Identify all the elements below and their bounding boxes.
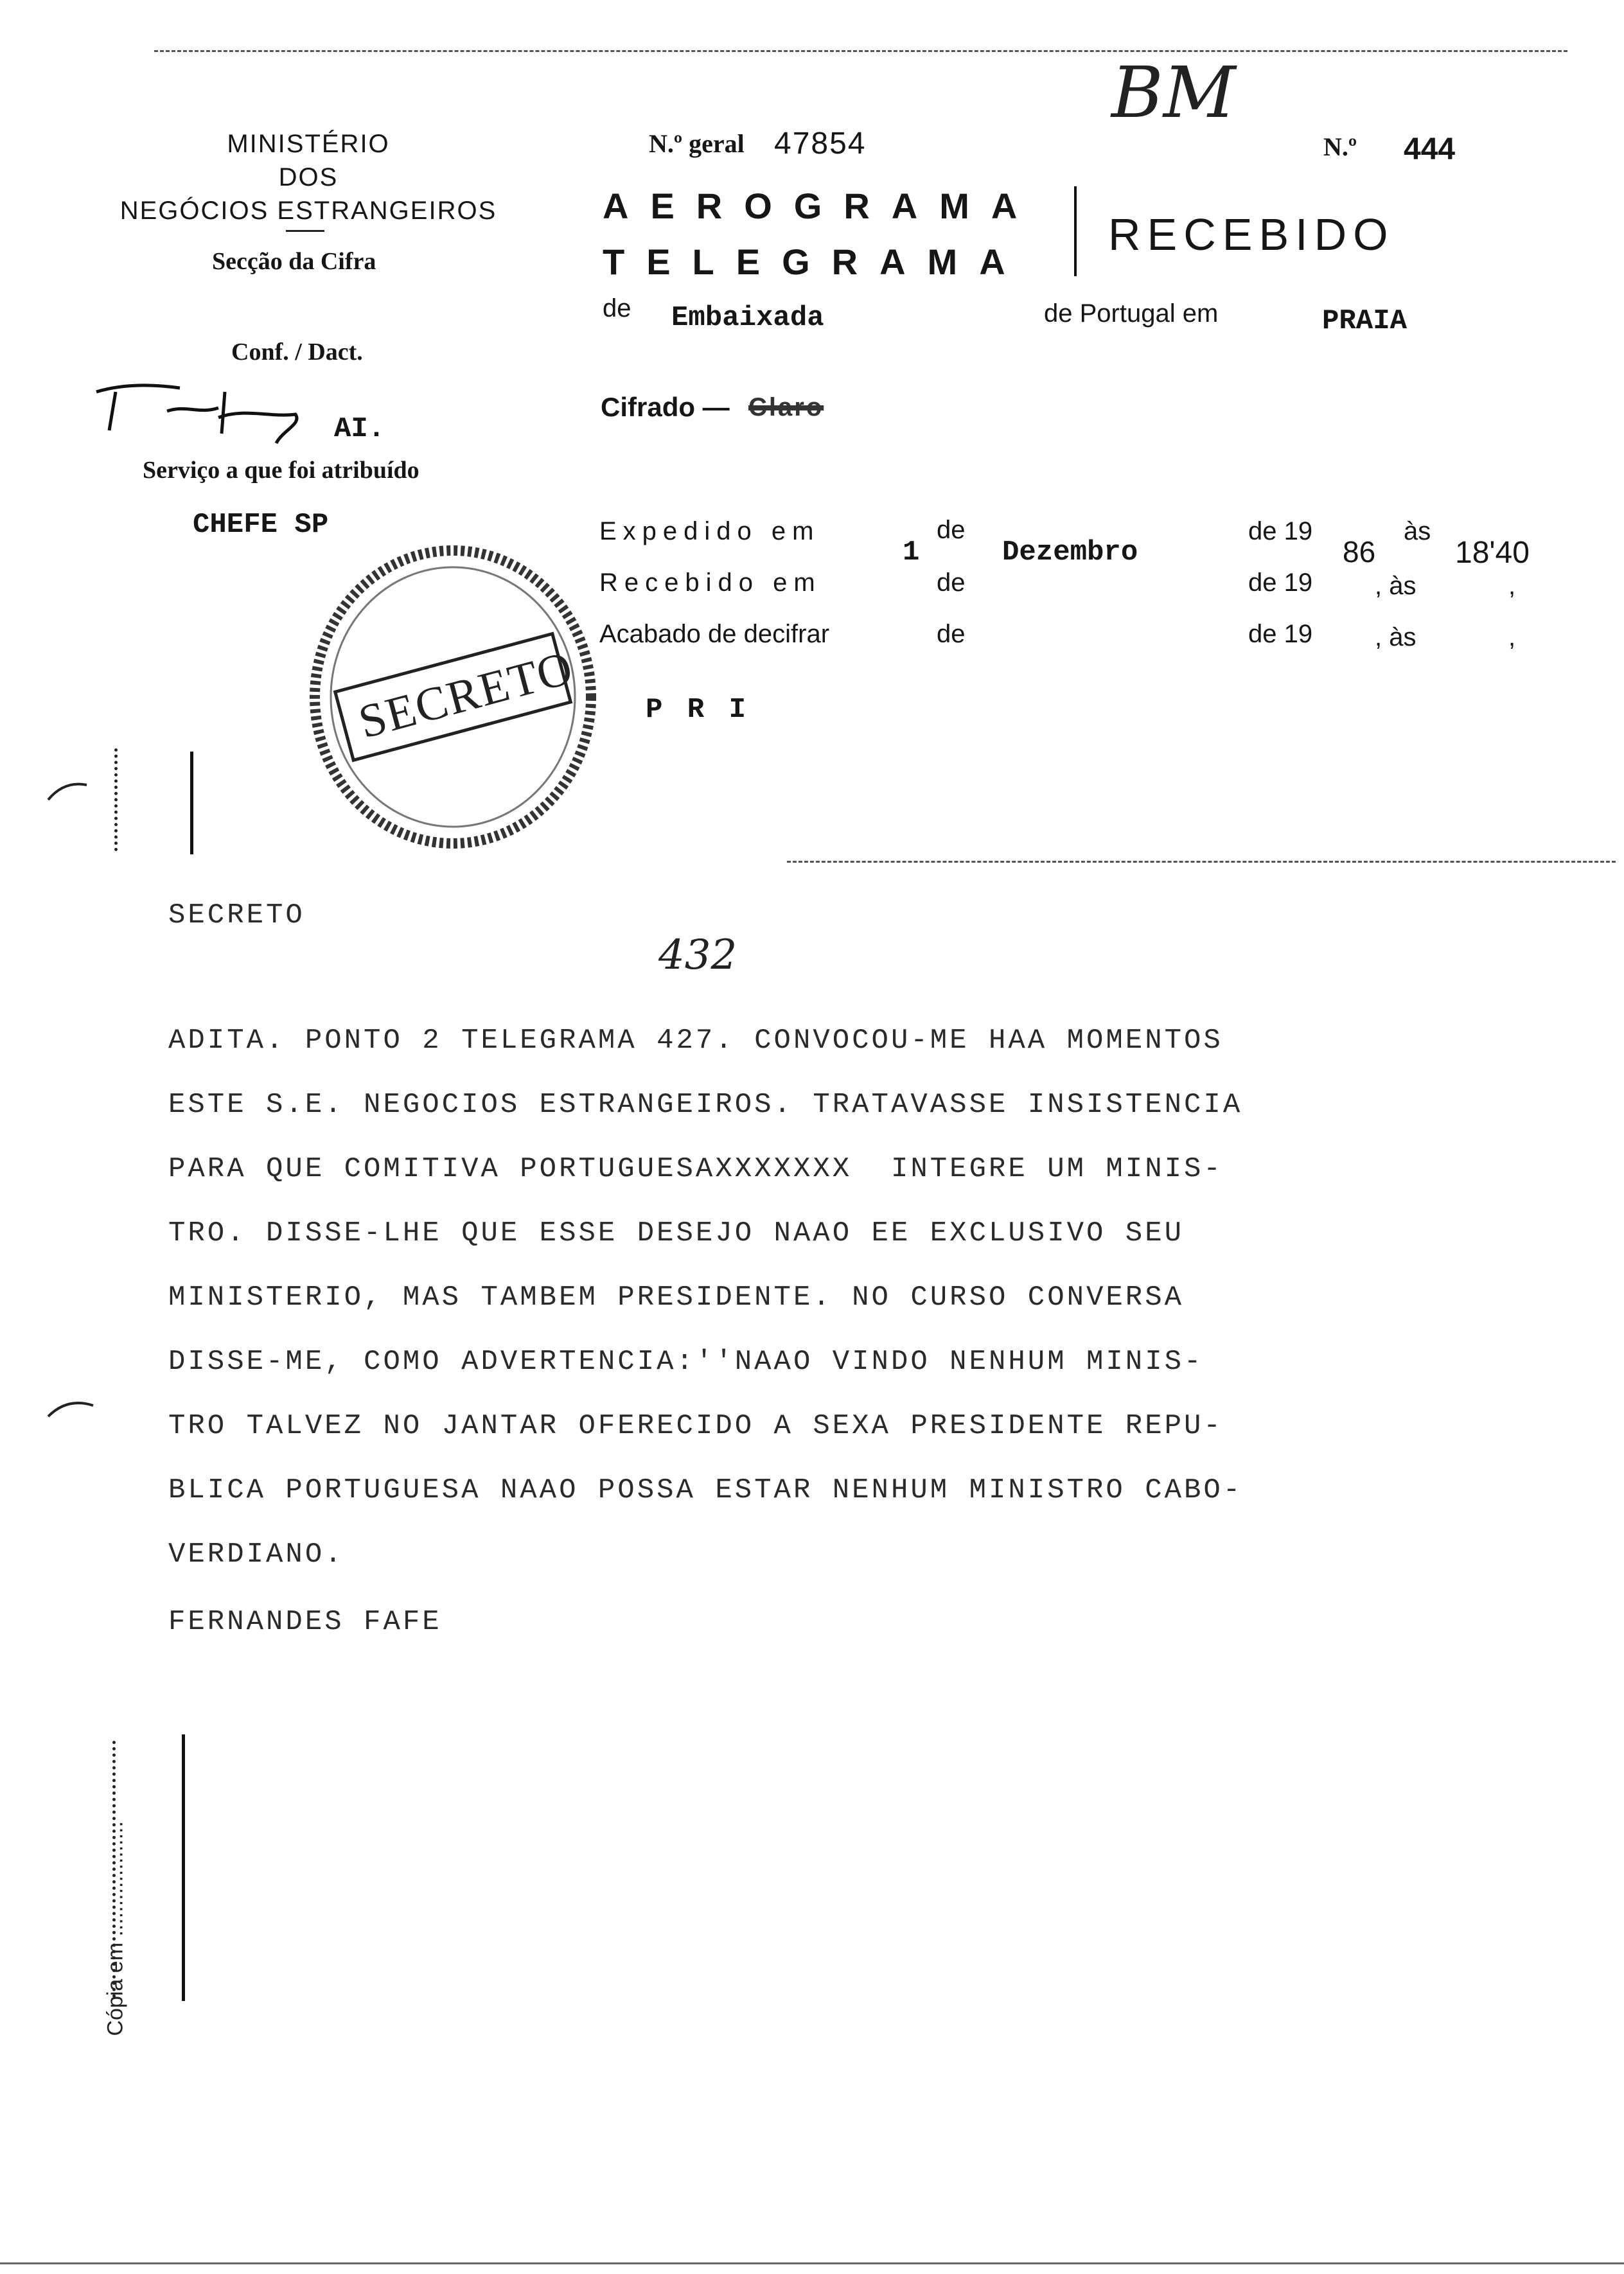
expedido-year: 86 [1343, 535, 1376, 568]
title-brace [1074, 186, 1082, 276]
cifrado-struck: Claro [748, 393, 824, 421]
ministry-header [96, 127, 520, 227]
stamp-text: SECRETO [353, 641, 579, 749]
upper-solid-rule [190, 752, 193, 854]
margin-mark-2 [45, 1394, 96, 1420]
section-label: Secção da Cifra [212, 248, 376, 275]
initials-ai: AI. [334, 413, 385, 445]
expedido-label: Expedido em [599, 517, 820, 545]
expedido-as: às [1404, 517, 1431, 545]
body-line-6: DISSE-ME, COMO ADVERTENCIA:''NAAO VINDO NENHUM MINIS- [168, 1346, 1204, 1378]
ministry-underline [286, 230, 324, 232]
service-label: Serviço a que foi atribuído [143, 457, 419, 484]
recebido-de: de [937, 568, 966, 597]
handwritten-reference: 432 [658, 931, 737, 979]
margin-mark-1 [45, 777, 90, 803]
expedido-de: de [937, 516, 966, 544]
acabado-label: Acabado de decifrar [599, 620, 830, 648]
lower-solid-rule [182, 1734, 185, 2001]
origin-value: Embaixada [671, 302, 824, 334]
telegrama-title: TELEGRAMA [603, 242, 1027, 282]
conf-dact-label: Conf. / Dact. [231, 339, 363, 366]
handwritten-initials: BM [1111, 51, 1236, 134]
section-separator [787, 861, 1616, 863]
signature: FERNANDES FAFE [168, 1606, 442, 1638]
geral-label: N.º geral [649, 129, 745, 158]
acabado-de19: de 19 [1248, 620, 1313, 648]
expedido-time: 18'40 [1455, 536, 1530, 570]
expedido-month: Dezembro [1002, 536, 1138, 568]
recebido-label: Recebido em [599, 568, 822, 597]
body-line-2: ESTE S.E. NEGOCIOS ESTRANGEIROS. TRATAVASSE INSISTENCIA [168, 1089, 1243, 1121]
upper-dotted-rule [114, 748, 118, 851]
body-line-3: PARA QUE COMITIVA PORTUGUESAXXXXXXX INTEGRE UM MINIS- [168, 1153, 1223, 1185]
handwritten-signature [90, 379, 373, 450]
cifrado-label: Cifrado — [601, 392, 730, 422]
body-line-9: VERDIANO. [168, 1538, 344, 1571]
priority: P R I [646, 694, 750, 726]
copia-label: Cópia em ................... [103, 1821, 128, 2036]
ministry-line-1: MINISTÉRIO [227, 130, 390, 158]
expedido-day: 1 [903, 536, 920, 568]
number-value: 444 [1404, 132, 1456, 166]
number-label: N.º [1323, 132, 1357, 161]
recebido-de19: de 19 [1248, 568, 1313, 597]
acabado-comma-as: , às [1375, 623, 1417, 651]
body-line-4: TRO. DISSE-LHE QUE ESSE DESEJO NAAO EE EXCLUSIVO SEU [168, 1217, 1185, 1249]
ministry-line-3: NEGÓCIOS ESTRANGEIROS [119, 197, 497, 225]
service-value: CHEFE SP [193, 509, 329, 541]
body-line-8: BLICA PORTUGUESA NAAO POSSA ESTAR NENHUM MINISTRO CABO- [168, 1474, 1243, 1506]
portugal-label: de Portugal em [1044, 299, 1219, 328]
recebido-comma-as: , às [1375, 572, 1417, 600]
geral-number: 47854 [774, 127, 867, 161]
expedido-de19: de 19 [1248, 517, 1313, 545]
bottom-edge [0, 2262, 1624, 2264]
origin-de-label: de [603, 294, 631, 322]
top-edge [154, 50, 1567, 52]
acabado-comma: , [1508, 623, 1516, 651]
classification: SECRETO [168, 899, 305, 931]
body-line-5: MINISTERIO, MAS TAMBEM PRESIDENTE. NO CURSO CONVERSA [168, 1282, 1185, 1314]
recebido-comma: , [1508, 572, 1516, 600]
body-line-7: TRO TALVEZ NO JANTAR OFERECIDO A SEXA PRESIDENTE REPU- [168, 1410, 1223, 1442]
body-line-1: ADITA. PONTO 2 TELEGRAMA 427. CONVOCOU-ME HAA MOMENTOS [168, 1025, 1223, 1057]
city-value: PRAIA [1322, 305, 1408, 337]
aerograma-title: AEROGRAMA [603, 186, 1039, 226]
recebido-title: RECEBIDO [1108, 209, 1395, 260]
ministry-line-2: DOS [278, 163, 339, 191]
secreto-stamp [302, 540, 604, 854]
message-body [168, 1025, 1242, 1603]
acabado-de: de [937, 620, 966, 648]
